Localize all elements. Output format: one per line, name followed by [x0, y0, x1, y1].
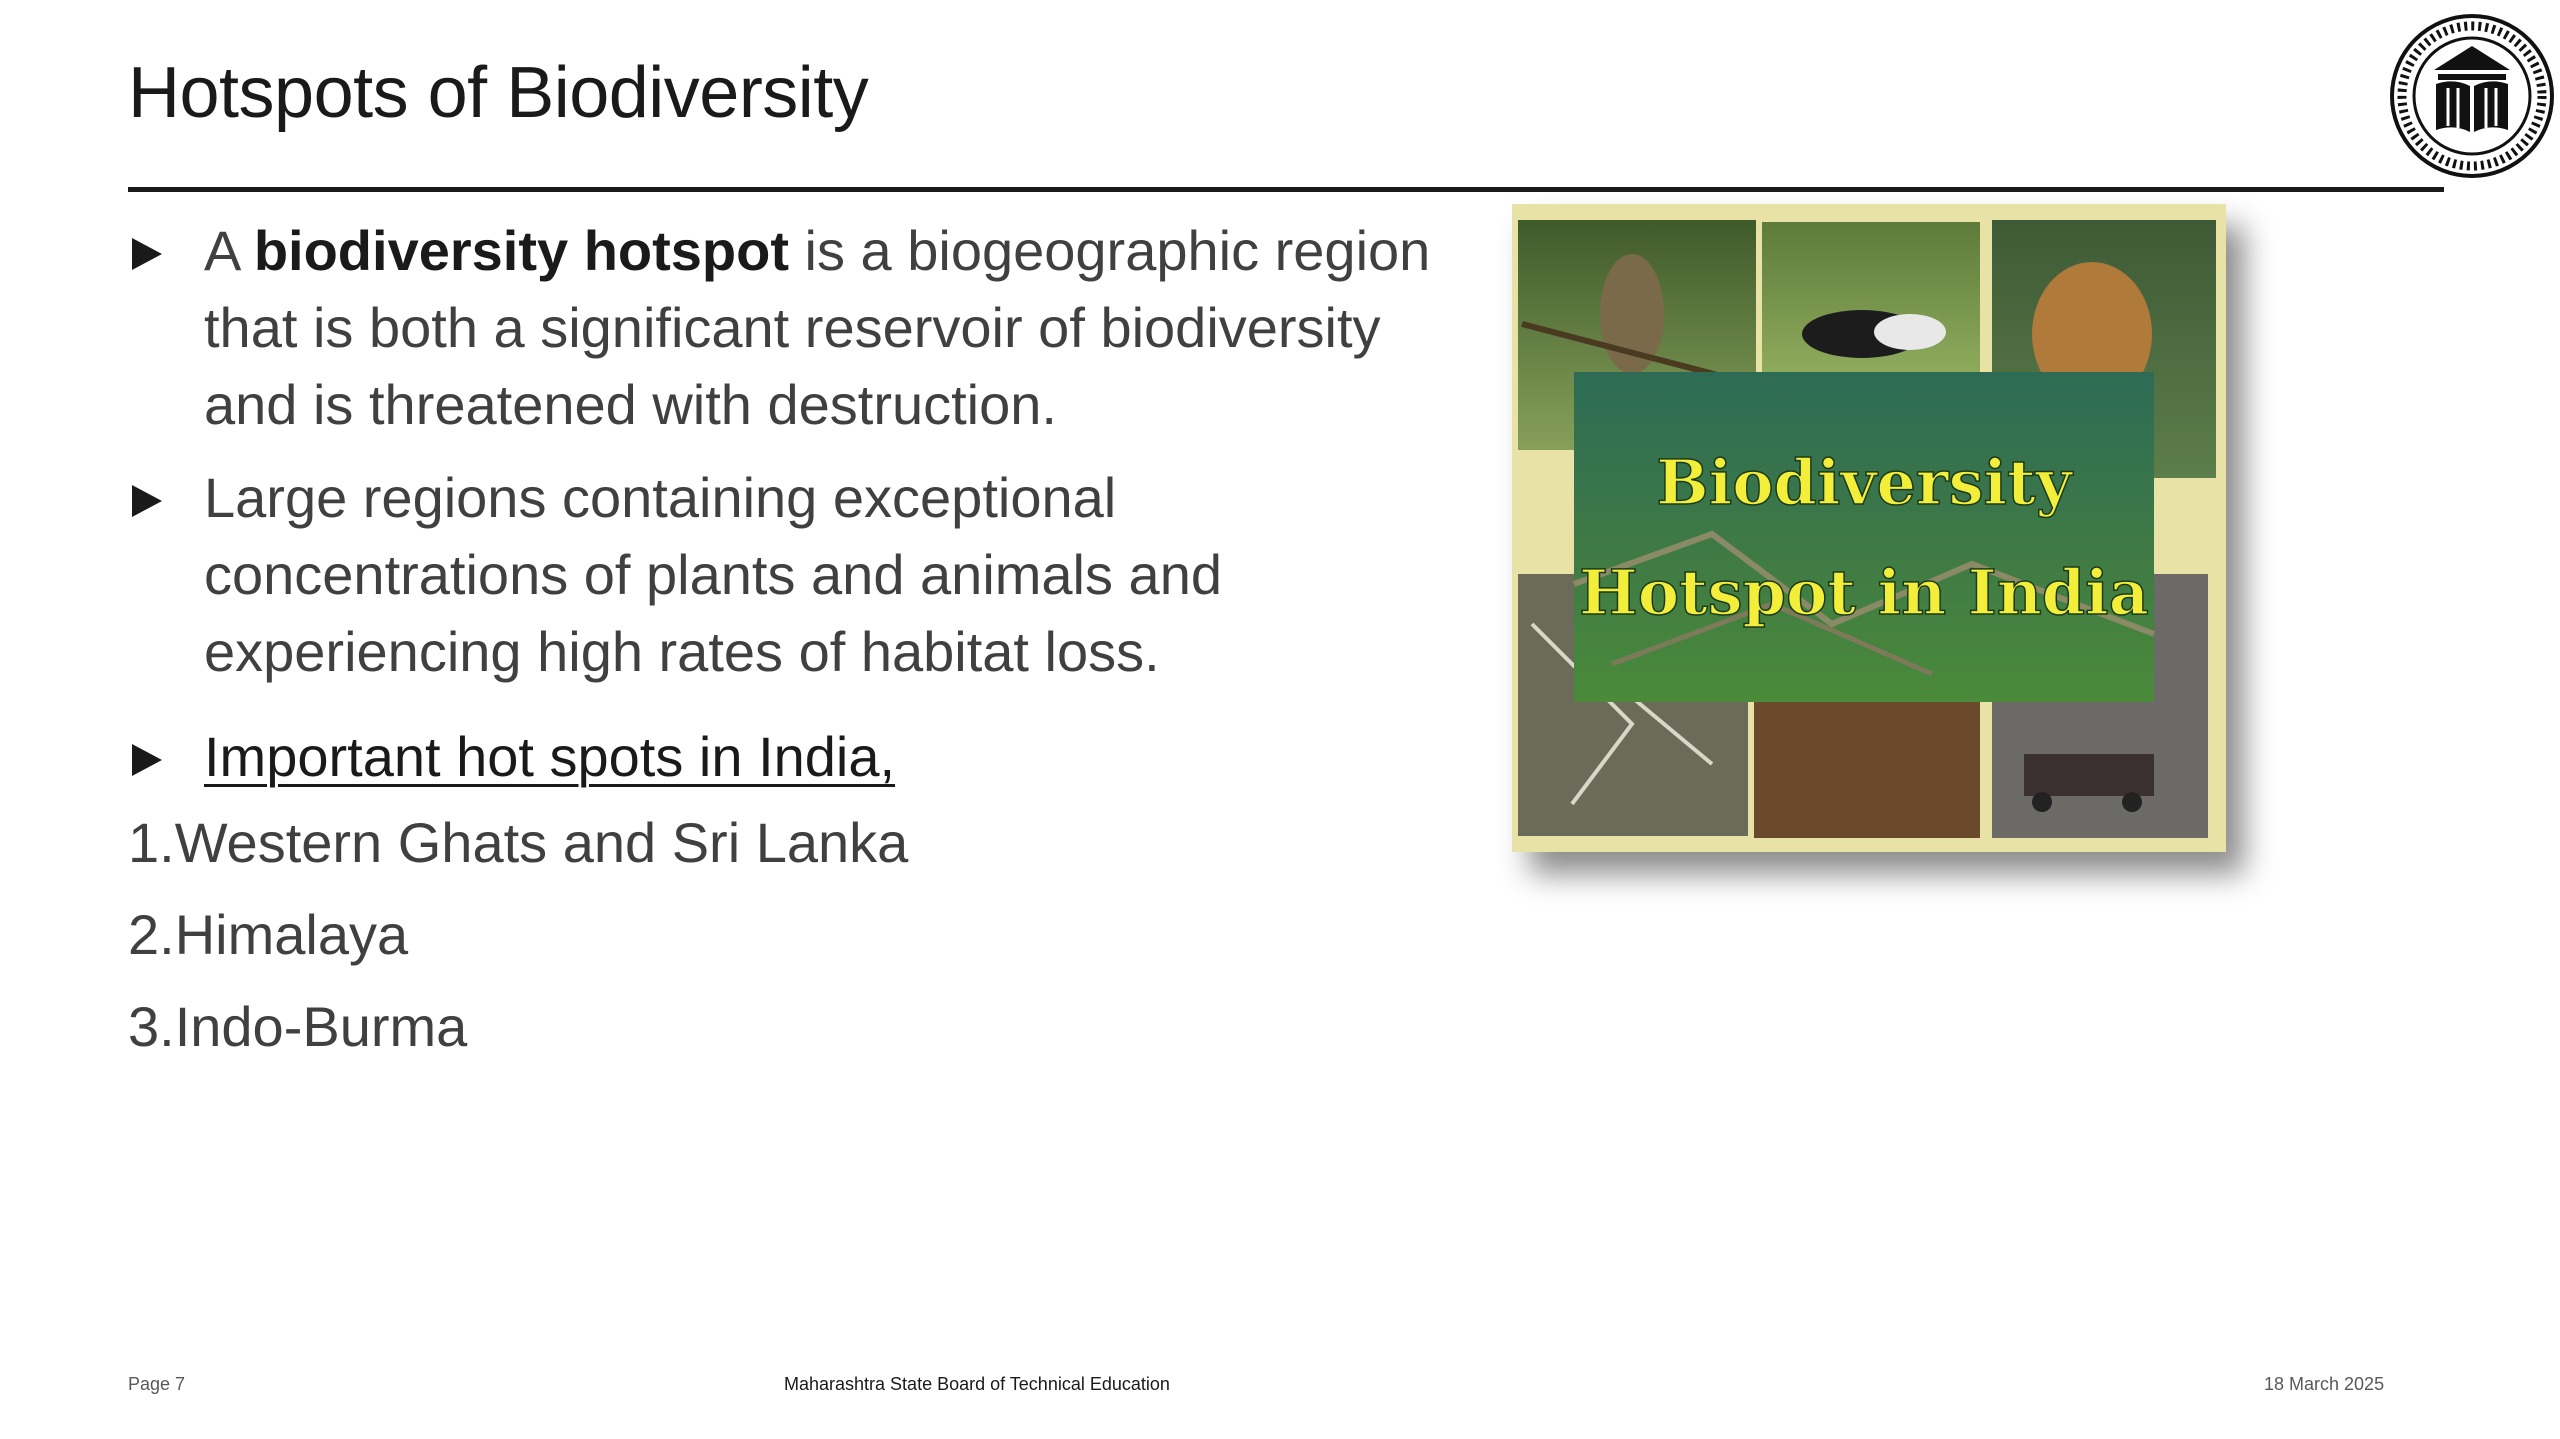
- bullet-india-heading: [128, 718, 1468, 795]
- bullet-arrow-icon: [132, 238, 162, 270]
- definition-text: is a biogeographic region that is both a significant reservoir of biodiversity and is threatened with destruction.: [204, 219, 1431, 436]
- msbte-logo: [2388, 12, 2556, 180]
- definition-lead: A: [204, 219, 254, 282]
- bullet-arrow-icon: [132, 744, 162, 776]
- title-divider: [128, 187, 2444, 192]
- footer-page-number: Page 7: [128, 1374, 186, 1394]
- footer-organization: Maharashtra State Board of Technical Education: [784, 1374, 1170, 1394]
- description-text: Large regions containing exceptional concentrations of plants and animals and experiencing high rates of habitat loss.: [204, 466, 1222, 683]
- biodiversity-collage-image: [1512, 204, 2226, 852]
- footer-date: 18 March 2025: [2264, 1374, 2385, 1394]
- slide-content: [128, 212, 1468, 1073]
- slide-title: Hotspots of Biodiversity: [128, 53, 869, 133]
- collage-photo: [1512, 204, 2226, 852]
- bullet-description: [128, 459, 1468, 690]
- india-hotspots-heading: Important hot spots in India,: [204, 725, 896, 788]
- hotspot-item: 3.Indo-Burma: [128, 995, 468, 1058]
- hotspot-item: 1.Western Ghats and Sri Lanka: [128, 811, 909, 874]
- bullet-arrow-icon: [132, 485, 162, 517]
- image-caption-line2: Hotspot in India: [1579, 556, 2149, 629]
- definition-term: biodiversity hotspot: [253, 219, 789, 282]
- bullet-definition: [128, 212, 1468, 443]
- hotspot-item: 2.Himalaya: [128, 903, 409, 966]
- image-caption-line1: Biodiversity: [1656, 446, 2072, 519]
